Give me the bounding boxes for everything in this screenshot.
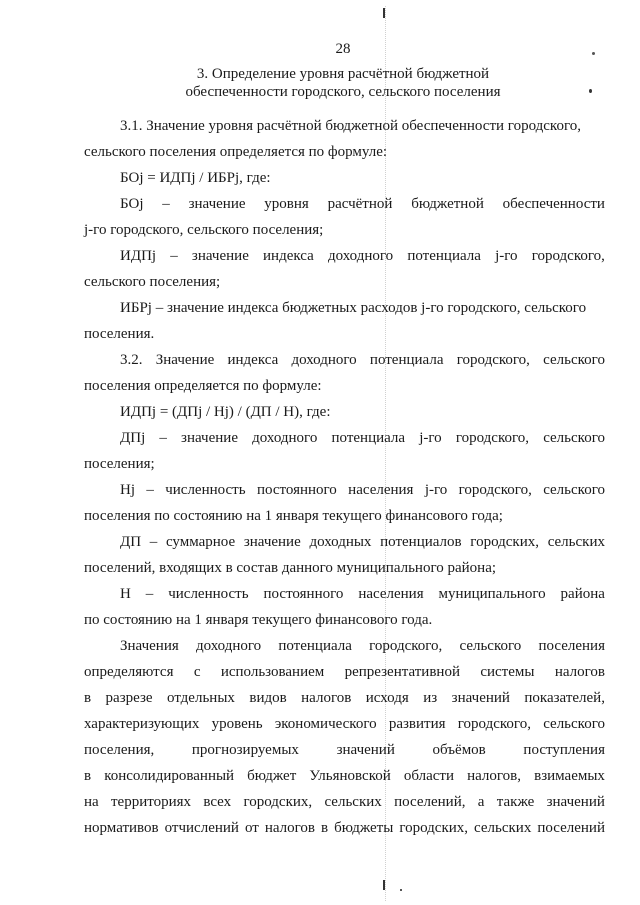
word: прогнозируемых	[191, 742, 299, 758]
word: населения	[348, 482, 414, 498]
word: –	[159, 430, 167, 446]
scan-mark-top	[383, 8, 385, 18]
paragraph-line: 3.1. Значение уровня расчётной бюджетной обеспеченности городского,	[120, 118, 581, 134]
word: консолидированный	[104, 768, 235, 784]
word: Н	[120, 586, 131, 602]
word: городских,	[399, 820, 469, 836]
definition-line: поселения по состоянию на 1 января текущего финансового года;	[84, 508, 503, 524]
word: городского,	[456, 352, 530, 368]
section-title-line: обеспеченности городского, сельского поселения	[185, 84, 501, 100]
word: сельского	[459, 638, 522, 654]
word: определяются	[84, 664, 174, 680]
word: развития	[388, 716, 446, 732]
word: значение	[181, 430, 238, 446]
paragraph-line	[84, 768, 605, 785]
word: доходных	[309, 534, 372, 550]
word: системы	[480, 664, 535, 680]
paragraph-line	[84, 664, 605, 681]
word: суммарное	[165, 534, 236, 550]
word: –	[149, 534, 158, 550]
word: сельских	[324, 794, 382, 810]
word: значений	[451, 690, 510, 706]
word: взимаемых	[534, 768, 605, 784]
definition-line	[120, 248, 605, 265]
word: характеризующих	[84, 716, 200, 732]
word: численность	[165, 482, 246, 498]
definition-line	[120, 482, 605, 499]
scan-mark-bottom	[383, 880, 385, 890]
word: поселения	[538, 638, 605, 654]
word: численность	[168, 586, 249, 602]
word: j-го	[419, 430, 442, 446]
word: экономического	[274, 716, 377, 732]
word: городских,	[243, 794, 313, 810]
word: j-го	[424, 482, 448, 498]
word: доходного	[195, 638, 262, 654]
word: отчислений	[164, 820, 239, 836]
word: видов	[249, 690, 287, 706]
word: из	[423, 690, 438, 706]
word: значений	[336, 742, 395, 758]
definition-line: сельского поселения;	[84, 274, 221, 290]
word: потенциала	[331, 430, 406, 446]
word: потенциала	[407, 248, 481, 264]
word: разрезе	[105, 690, 153, 706]
word: индекса	[263, 248, 314, 264]
word: доходного	[252, 430, 318, 446]
word: на	[84, 794, 99, 810]
word: сельского	[543, 482, 605, 498]
definition-line: поселения.	[84, 326, 155, 342]
word: также	[496, 794, 535, 810]
word: доходного	[327, 248, 394, 264]
word: значение	[243, 534, 301, 550]
definition-line	[120, 196, 605, 213]
word: потенциала	[369, 352, 444, 368]
word: –	[170, 248, 178, 264]
word: района	[560, 586, 605, 602]
page-number: 28	[335, 41, 351, 57]
word: а	[477, 794, 485, 810]
word: населения	[358, 586, 424, 602]
word: расчётной	[327, 196, 393, 212]
word: уровень	[211, 716, 263, 732]
definition-line: j-го городского, сельского поселения;	[84, 222, 324, 238]
word: в	[84, 768, 92, 784]
word: уровня	[264, 196, 309, 212]
word: БОj	[120, 196, 144, 212]
word: от	[244, 820, 259, 836]
definition-line: ИБРj – значение индекса бюджетных расходов j-го городского, сельского	[120, 300, 587, 316]
word: городского,	[455, 430, 530, 446]
word: сельского	[543, 352, 605, 368]
word: сельских	[474, 820, 532, 836]
word: –	[145, 586, 154, 602]
paragraph-line	[120, 352, 605, 369]
word: бюджеты	[334, 820, 394, 836]
definition-line	[120, 534, 605, 551]
word: репрезентативной	[344, 664, 460, 680]
definition-line: поселения;	[84, 456, 155, 472]
word: Ульяновской	[309, 768, 391, 784]
word: доходного	[291, 352, 357, 368]
word: потенциала	[278, 638, 352, 654]
word: городского,	[458, 482, 532, 498]
word: городского,	[369, 638, 443, 654]
word: Значения	[120, 638, 179, 654]
formula-line: БОj = ИДПj / ИБРj, где:	[120, 170, 271, 186]
word: показателей,	[524, 690, 605, 706]
word: нормативов	[84, 820, 159, 836]
definition-line: по состоянию на 1 января текущего финансового года.	[84, 612, 433, 628]
word: в	[321, 820, 329, 836]
paragraph-line	[84, 690, 605, 707]
definition-line: поселений, входящих в состав данного муниципального района;	[84, 560, 497, 576]
word: бюджет	[247, 768, 297, 784]
formula-line: ИДПj = (ДПj / Нj) / (ДП / Н), где:	[120, 404, 331, 420]
paragraph-line	[84, 742, 605, 759]
paragraph-line: поселения определяется по формуле:	[84, 378, 322, 394]
word: потенциалов	[380, 534, 462, 550]
word: постоянного	[263, 586, 344, 602]
word: всех	[203, 794, 232, 810]
word: –	[162, 196, 170, 212]
word: значение	[191, 248, 249, 264]
word: объёмов	[432, 742, 486, 758]
word: –	[146, 482, 154, 498]
word: налогов,	[467, 768, 522, 784]
paragraph-line	[84, 794, 605, 811]
word: Нj	[120, 482, 135, 498]
word: исходя	[365, 690, 409, 706]
word: значений	[546, 794, 605, 810]
word: постоянного	[256, 482, 337, 498]
word: ДП	[120, 534, 142, 550]
word: ИДПj	[120, 248, 157, 264]
paragraph-line	[120, 638, 605, 655]
definition-line	[120, 430, 605, 447]
word: налогов	[554, 664, 605, 680]
word: муниципального	[438, 586, 546, 602]
definition-line	[120, 586, 605, 603]
word: поступления	[523, 742, 605, 758]
word: с	[193, 664, 201, 680]
word: ДПj	[120, 430, 146, 446]
word: 3.2.	[120, 352, 143, 368]
word: сельского	[543, 716, 605, 732]
paragraph-line	[84, 820, 605, 837]
word: Значение	[155, 352, 215, 368]
word: отдельных	[167, 690, 235, 706]
word: налогов	[301, 690, 352, 706]
word: бюджетной	[411, 196, 484, 212]
word: значение	[188, 196, 246, 212]
paragraph-line	[84, 716, 605, 733]
word: поселений,	[394, 794, 466, 810]
word: поселений	[537, 820, 605, 836]
word: использованием	[220, 664, 325, 680]
scan-speck	[400, 889, 402, 891]
section-title-line: 3. Определение уровня расчётной бюджетной	[196, 66, 490, 82]
word: поселения,	[84, 742, 155, 758]
word: области	[403, 768, 454, 784]
word: обеспеченности	[502, 196, 605, 212]
word: территориях	[111, 794, 192, 810]
word: городского,	[531, 248, 605, 264]
word: индекса	[227, 352, 279, 368]
word: сельских	[547, 534, 605, 550]
word: сельского	[543, 430, 605, 446]
word: городских,	[470, 534, 539, 550]
word: налогов	[264, 820, 315, 836]
page-fold-line	[385, 6, 386, 901]
word: j-го	[495, 248, 518, 264]
paragraph-line: сельского поселения определяется по формуле:	[84, 144, 388, 160]
word: городского,	[457, 716, 531, 732]
word: в	[84, 690, 92, 706]
